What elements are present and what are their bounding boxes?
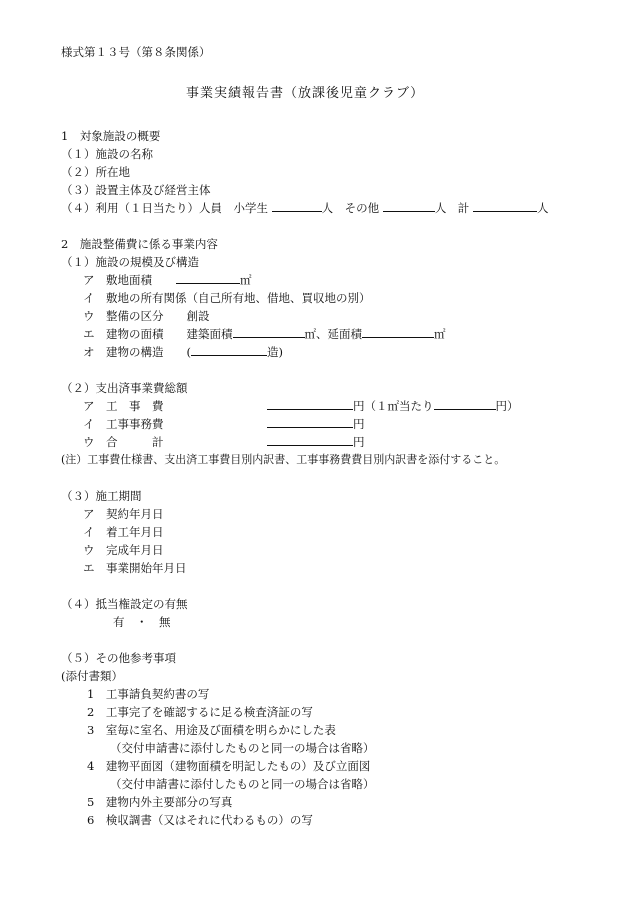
construction-cost-field[interactable] [267, 398, 353, 410]
other-count-field[interactable] [383, 200, 435, 212]
list-item: 4 建物平面図（建物面積を明記したもの）及び立面図 [87, 759, 371, 773]
expenditure-heading: （２）支出済事業費総額 [61, 381, 188, 395]
construction-cost-row [83, 398, 519, 414]
building-area-label: エ 建物の面積 建築面積 [83, 327, 233, 341]
list-item: 2 工事完了を確認するに足る検査済証の写 [87, 705, 313, 719]
admin-cost-label: イ 工事事務費 [83, 417, 164, 431]
site-area-label: ア 敷地面積 [83, 273, 152, 287]
per-sqm-field[interactable] [434, 398, 496, 410]
contract-date-label: ア 契約年月日 [83, 507, 164, 521]
other-label: 人 その他 [321, 201, 380, 215]
elementary-count-field[interactable] [272, 200, 322, 212]
floor-area-field[interactable] [362, 326, 434, 338]
business-start-date-label: エ 事業開始年月日 [83, 561, 187, 575]
daily-users-label: （４）利用（１日当たり）人員 小学生 [61, 201, 268, 215]
attachment-note: (注）工事費仕様書、支出済工事費目別内訳書、工事事務費費目別内訳書を添付すること。 [61, 453, 506, 466]
site-area-field[interactable] [176, 272, 240, 284]
building-area-field[interactable] [233, 326, 305, 338]
person-unit: 人 [536, 201, 549, 215]
list-item: 1 工事請負契約書の写 [87, 687, 210, 701]
total-label: 人 計 [434, 201, 470, 215]
total-cost-unit: 円 [353, 435, 365, 449]
document-title: 事業実績報告書（放課後児童クラブ） [186, 86, 425, 101]
attachments-subheading: (添付書類） [61, 669, 123, 683]
scale-structure-heading: （１）施設の規模及び構造 [61, 255, 199, 269]
mortgage-choice[interactable]: 有 ・ 無 [113, 615, 171, 629]
construction-period-heading: （３）施工期間 [61, 489, 142, 503]
building-structure-label: オ 建物の構造 ( [83, 345, 191, 359]
facility-name-label: （１）施設の名称 [61, 147, 153, 161]
total-count-field[interactable] [473, 200, 537, 212]
section-2-heading: 2 施設整備費に係る事業内容 [61, 237, 218, 251]
floor-area-unit: ㎡ [434, 327, 446, 341]
admin-cost-field[interactable] [267, 416, 353, 428]
other-references-heading: （５）その他参考事項 [61, 651, 176, 665]
mortgage-heading: （４）抵当権設定の有無 [61, 597, 188, 611]
building-area-row [83, 326, 446, 342]
admin-cost-row [83, 416, 365, 432]
list-item: 6 検収調書（又はそれに代わるもの）の写 [87, 813, 313, 827]
building-structure-row [83, 344, 283, 360]
list-item-note: （交付申請書に添付したものと同一の場合は省略） [110, 741, 375, 755]
building-structure-suffix: 造) [267, 345, 283, 359]
admin-cost-unit: 円 [353, 417, 365, 431]
total-cost-label: ウ 合 計 [83, 435, 164, 449]
per-sqm-suffix: 円） [495, 399, 519, 413]
land-ownership-label: イ 敷地の所有関係（自己所有地、借地、買収地の別） [83, 291, 371, 305]
address-label: （２）所在地 [61, 165, 130, 179]
building-structure-field[interactable] [191, 344, 267, 356]
section-1-heading: 1 対象施設の概要 [61, 129, 161, 143]
completion-date-label: ウ 完成年月日 [83, 543, 164, 557]
list-item: 3 室毎に室名、用途及び面積を明らかにした表 [87, 723, 336, 737]
list-item: 5 建物内外主要部分の写真 [87, 795, 233, 809]
operator-label: （３）設置主体及び経営主体 [61, 183, 211, 197]
floor-area-label: ㎡、延面積 [304, 327, 362, 341]
site-area-row [83, 272, 252, 288]
start-date-label: イ 着工年月日 [83, 525, 164, 539]
form-number: 様式第１３号（第８条関係） [61, 45, 211, 59]
daily-users-row [61, 200, 548, 216]
total-cost-field[interactable] [267, 434, 353, 446]
per-sqm-label: 円（１㎡当たり [353, 399, 434, 413]
list-item-note: （交付申請書に添付したものと同一の場合は省略） [110, 777, 375, 791]
construction-category-label: ウ 整備の区分 創設 [83, 309, 210, 323]
site-area-unit: ㎡ [240, 273, 252, 287]
construction-cost-label: ア 工 事 費 [83, 399, 164, 413]
total-cost-row [83, 434, 365, 450]
